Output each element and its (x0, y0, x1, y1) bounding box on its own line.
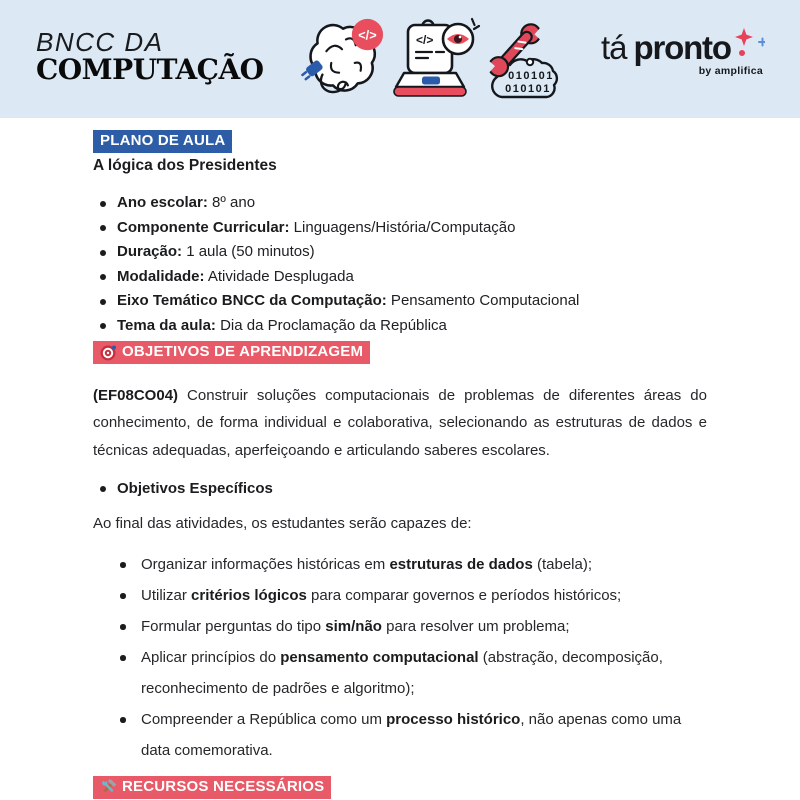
specific-objectives-list (93, 549, 707, 766)
lesson-title: A lógica dos Presidentes (93, 157, 277, 174)
recursos-badge (93, 776, 331, 799)
plano-de-aula-badge (93, 130, 232, 153)
tapronto-logo (601, 30, 791, 77)
objective-item: Utilizar critérios lógicos para comparar governos e períodos históricos; (141, 580, 707, 611)
hammer-wrench-icon (100, 779, 117, 796)
binary-line1-text: 010101 (508, 70, 554, 82)
target-icon (100, 344, 117, 361)
meta-item-duracao: Duração: 1 aula (50 minutos) (100, 240, 707, 265)
objective-item: Organizar informações históricas em estruturas de dados (tabela); (141, 549, 707, 580)
binary-line2-text: 010101 (505, 83, 551, 95)
lesson-meta-list (93, 191, 707, 338)
objetivos-badge (93, 341, 370, 364)
meta-item-componente: Componente Curricular: Linguagens/História/Computação (100, 216, 707, 241)
objetivos-heading-label: OBJETIVOS DE APRENDIZAGEM (122, 343, 364, 360)
brain-plug-icon (299, 13, 387, 105)
plano-de-aula-label: PLANO DE AULA (100, 132, 226, 149)
meta-item-tema-da-aula: Tema da aula: Dia da Proclamação da República (100, 314, 707, 339)
bncc-logo-line2: COMPUTAÇÃO (36, 53, 264, 86)
objective-item: Aplicar princípios do pensamento computacional (abstração, decomposição, reconhecimento de padrões e algoritmo); (141, 642, 707, 704)
skill-code: (EF08CO04) (93, 386, 179, 404)
bncc-logo (36, 28, 264, 86)
lesson-plan-document (0, 118, 800, 800)
meta-item-modalidade: Modalidade: Atividade Desplugada (100, 265, 707, 290)
objective-item: Formular perguntas do tipo sim/não para resolver um problema; (141, 611, 707, 642)
code-glyph-text: </> (358, 27, 377, 43)
wrench-binary-icon (482, 15, 572, 107)
objectives-intro-line: Ao final das atividades, os estudantes serão capazes de: (93, 515, 472, 532)
bncc-logo-line1: BNCC DA (36, 27, 164, 57)
brand-byline-text: by amplifica (698, 65, 763, 77)
screen-code-text: </> (416, 33, 434, 47)
sparkle-icon (733, 26, 765, 60)
meta-item-eixo-tematico: Eixo Temático BNCC da Computação: Pensamento Computacional (100, 289, 707, 314)
objective-item: Compreender a República como um processo histórico, não apenas como uma data comemorativa. (141, 704, 707, 766)
specific-objectives-heading: Objetivos Específicos (93, 479, 707, 499)
header-band (0, 0, 800, 118)
brand-ta-text: tá (601, 29, 627, 66)
skill-paragraph: (EF08CO04) Construir soluções computacionais de problemas de diferentes áreas do conhecimento, de forma individual e colaborativa, selecionando as estruturas de dados e técnicas adequadas, aperfeiçoando e articulando saberes escolares. (93, 386, 707, 459)
brand-pronto-text: pronto (633, 29, 731, 66)
recursos-heading-label: RECURSOS NECESSÁRIOS (122, 778, 325, 795)
meta-item-ano-escolar: Ano escolar: 8º ano (100, 191, 707, 216)
laptop-code-eye-icon (390, 13, 482, 105)
